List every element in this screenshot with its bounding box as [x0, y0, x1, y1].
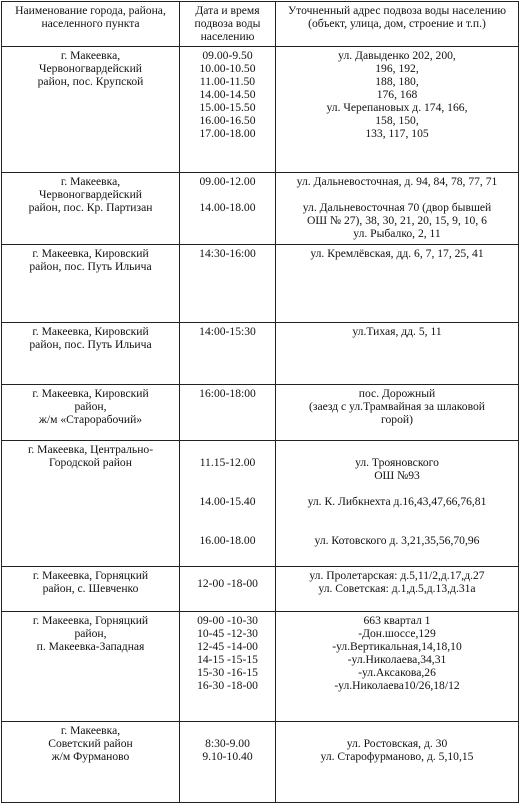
- address-line: 188, 180,: [375, 75, 419, 88]
- address-line: ул. К. Либкнехта д.16,43,47,66,76,81: [307, 495, 487, 508]
- time-line: 15.00-15.50: [199, 101, 256, 114]
- line-gap: [279, 188, 515, 201]
- line-gap: [183, 469, 272, 482]
- address-cell: [276, 323, 519, 385]
- time-line: 09.00-9.50: [202, 49, 253, 62]
- time-line: 16:00-18:00: [199, 387, 256, 400]
- locality-line: г. Макеевка, Кировский: [32, 387, 149, 400]
- locality-cell: [2, 567, 180, 612]
- locality-cell: [2, 385, 180, 441]
- address-cell: [276, 441, 519, 567]
- address-line: ул. Давыденко 202, 200,: [338, 49, 456, 62]
- locality-line: район,: [74, 627, 107, 640]
- locality-line: г. Макеевка,: [60, 724, 121, 737]
- address-line: 196, 192,: [375, 62, 419, 75]
- table-row: [2, 245, 519, 323]
- time-line: 14:30-16:00: [199, 247, 256, 260]
- address-line: ул. Пролетарская: д.5,11/2,д.17,д.27: [309, 569, 485, 582]
- locality-line: район, пос. Путь Ильича: [29, 338, 152, 351]
- locality-line: Червоногвардейский: [39, 62, 142, 75]
- address-cell: [276, 245, 519, 323]
- line-gap: [183, 508, 272, 521]
- time-line: 12-45 -14-00: [197, 640, 258, 653]
- locality-line: ж/м Фурманово: [51, 750, 130, 763]
- locality-cell: [2, 441, 180, 567]
- time-line: 16-30 -18-00: [197, 679, 258, 692]
- time-line: 14.00-18.00: [199, 201, 256, 214]
- time-cell: [180, 245, 276, 323]
- address-line: 133, 117, 105: [365, 127, 429, 140]
- time-line: 14.00-14.50: [199, 88, 256, 101]
- table-row: [2, 385, 519, 441]
- time-line: 11.00-11.50: [199, 75, 256, 88]
- locality-line: Городской район: [49, 456, 132, 469]
- locality-cell: [2, 245, 180, 323]
- address-line: 158, 150,: [375, 114, 419, 127]
- address-line: пос. Дорожный: [358, 387, 436, 400]
- time-cell: [180, 612, 276, 722]
- address-cell: [276, 722, 519, 803]
- locality-line: район,: [74, 400, 107, 413]
- address-line: -ул.Вертикальная,14,18,10: [332, 640, 462, 653]
- locality-line: район, с. Шевченко: [42, 582, 139, 595]
- locality-line: г. Макеевка, Центрально-: [27, 443, 154, 456]
- time-line: 11.15-12.00: [199, 456, 256, 469]
- table-row: [2, 47, 519, 173]
- address-line: -ул.Аксакова,26: [358, 666, 436, 679]
- locality-line: п. Макеевка-Западная: [36, 640, 145, 653]
- time-line: 17.00-18.00: [199, 127, 256, 140]
- line-gap: [279, 521, 515, 534]
- locality-line: г. Макеевка,: [60, 175, 121, 188]
- address-line: ул. Дальневосточная, д. 94, 84, 78, 77, 71: [296, 175, 498, 188]
- line-gap: [183, 188, 272, 201]
- time-line: 10.00-10.50: [199, 62, 256, 75]
- time-line: 10-45 -12-30: [197, 627, 258, 640]
- address-line: ул. Котовского д. 3,21,35,56,70,96: [314, 534, 480, 547]
- locality-line: г. Макеевка,: [60, 49, 121, 62]
- address-line: ОШ №93: [374, 469, 420, 482]
- locality-line: Советский район: [48, 737, 133, 750]
- address-line: ул. Старофурманово, д. 5,10,15: [320, 750, 474, 763]
- time-line: 14-15 -15-15: [197, 653, 258, 666]
- locality-line: г. Макеевка, Кировский: [32, 247, 149, 260]
- address-line: ул. Дальневосточная 70 (двор бывшей: [302, 201, 492, 214]
- address-cell: [276, 173, 519, 245]
- time-cell: [180, 385, 276, 441]
- address-line: ул. Рыбалко, 2, 11: [353, 227, 441, 240]
- table-row: [2, 612, 519, 722]
- water-delivery-table: [1, 1, 519, 803]
- address-line: ул. Черепановых д. 174, 166,: [326, 101, 468, 114]
- address-line: ул.Тихая, дд. 5, 11: [352, 325, 442, 338]
- time-line: 15-30 -16-15: [197, 666, 258, 679]
- locality-line: ж/м «Старорабочий»: [38, 413, 143, 426]
- locality-line: г. Макеевка, Кировский: [32, 325, 149, 338]
- line-gap: [183, 521, 272, 534]
- locality-line: Червоногвардейский: [39, 188, 142, 201]
- address-line: -Дон.шоссе,129: [358, 627, 436, 640]
- address-line: ул. Ростовская, д. 30: [346, 737, 448, 750]
- address-line: -ул.Николаева,34,31: [347, 653, 447, 666]
- locality-cell: [2, 173, 180, 245]
- address-line: ул. Советская: д.1,д.5,д.13,д.31а: [318, 582, 476, 595]
- address-line: -ул.Николаева10/26,18/12: [334, 679, 460, 692]
- address-cell: [276, 385, 519, 441]
- header-row: [2, 2, 519, 47]
- line-gap: [183, 443, 272, 456]
- header-address: Уточненный адрес подвоза воды населению (объект, улица, дом, строение и т.п.): [276, 2, 519, 47]
- line-gap: [279, 508, 515, 521]
- address-cell: [276, 567, 519, 612]
- address-line: ул. Кремлёвская, дд. 6, 7, 17, 25, 41: [310, 247, 484, 260]
- line-gap: [279, 482, 515, 495]
- time-line: 14:00-15:30: [199, 325, 256, 338]
- time-line: 09-00 -10-30: [197, 614, 258, 627]
- table-row: [2, 173, 519, 245]
- locality-cell: [2, 722, 180, 803]
- table-body: [2, 47, 519, 803]
- time-line: 14.00-15.40: [199, 495, 256, 508]
- time-cell: [180, 441, 276, 567]
- locality-line: район, пос. Крупской: [37, 75, 144, 88]
- locality-line: г. Макеевка, Горняцкий: [32, 569, 149, 582]
- address-line: 663 квартал 1: [363, 614, 431, 627]
- time-line: 8:30-9.00: [205, 737, 250, 750]
- locality-line: район, пос. Кр. Партизан: [28, 201, 153, 214]
- time-cell: [180, 323, 276, 385]
- table-row: [2, 567, 519, 612]
- table-row: [2, 441, 519, 567]
- address-cell: [276, 47, 519, 173]
- table-row: [2, 722, 519, 803]
- locality-cell: [2, 612, 180, 722]
- address-line: (заезд с ул.Трамвайная за шлаковой: [309, 400, 485, 413]
- time-line: 09.00-12.00: [199, 175, 256, 188]
- address-cell: [276, 612, 519, 722]
- time-line: 9.10-10.40: [202, 750, 253, 763]
- line-gap: [183, 482, 272, 495]
- address-line: ул. Трояновского: [355, 456, 439, 469]
- table-row: [2, 323, 519, 385]
- time-line: 12-00 -18-00: [197, 577, 258, 590]
- address-line: ОШ № 27), 38, 30, 21, 20, 15, 9, 10, 6: [307, 214, 487, 227]
- time-cell: [180, 47, 276, 173]
- locality-cell: [2, 47, 180, 173]
- header-locality: Наименование города, района, населенного пункта: [2, 2, 180, 47]
- locality-line: г. Макеевка, Горняцкий: [32, 614, 149, 627]
- time-line: 16.00-16.50: [199, 114, 256, 127]
- address-line: 176, 168: [376, 88, 418, 101]
- time-cell: [180, 567, 276, 612]
- locality-line: район, пос. Путь Ильича: [29, 260, 152, 273]
- header-datetime: Дата и время подвоза воды населению: [180, 2, 276, 47]
- line-gap: [279, 443, 515, 456]
- address-line: горой): [381, 413, 413, 426]
- time-line: 16.00-18.00: [199, 534, 256, 547]
- time-cell: [180, 722, 276, 803]
- locality-cell: [2, 323, 180, 385]
- time-cell: [180, 173, 276, 245]
